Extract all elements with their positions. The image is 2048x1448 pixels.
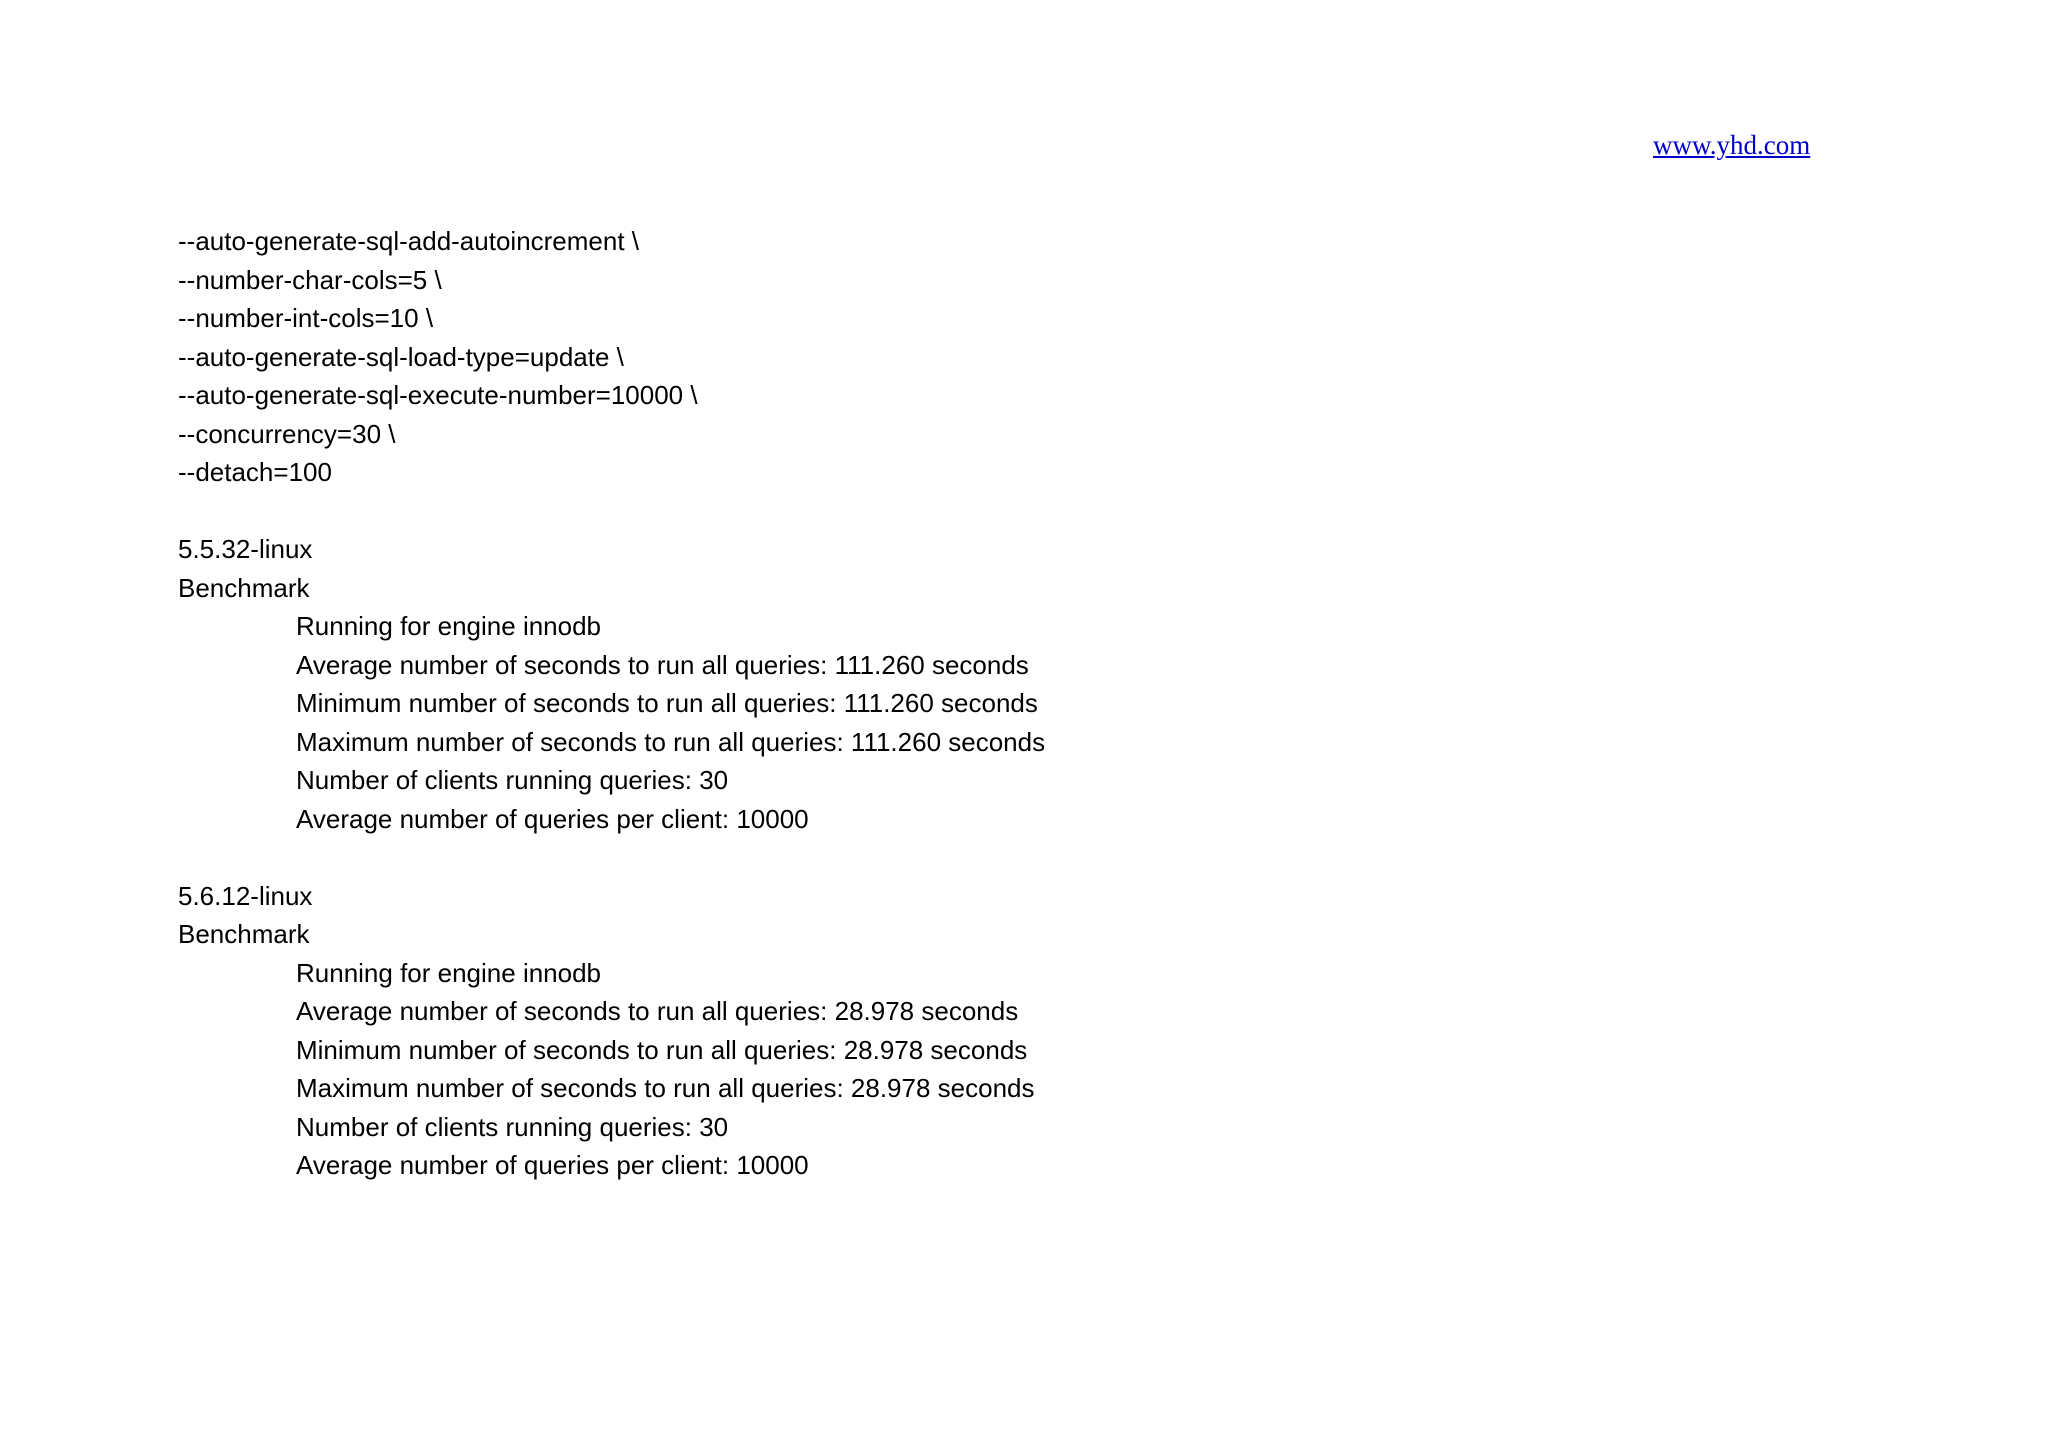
result-line: Running for engine innodb xyxy=(296,611,602,641)
version-label: 5.5.32-linux xyxy=(178,534,313,564)
result-line: Number of clients running queries: 30 xyxy=(296,765,729,795)
benchmark-title: Benchmark xyxy=(178,919,310,949)
option-line: --auto-generate-sql-execute-number=10000 \ xyxy=(178,380,698,410)
benchmark-result-block xyxy=(178,530,1045,838)
benchmark-title: Benchmark xyxy=(178,572,310,603)
result-line: Minimum number of seconds to run all queries: 111.260 seconds xyxy=(296,688,1038,718)
result-line: Average number of queries per client: 10000 xyxy=(296,803,809,834)
option-line: --number-char-cols=5 \ xyxy=(178,264,442,295)
result-line: Average number of queries per client: 10000 xyxy=(296,1150,809,1180)
option-line: --number-int-cols=10 \ xyxy=(178,303,434,333)
command-options xyxy=(178,222,1045,492)
option-line: --auto-generate-sql-load-type=update \ xyxy=(178,341,624,372)
result-line: Average number of seconds to run all queries: 28.978 seconds xyxy=(296,996,1019,1026)
document-body xyxy=(178,222,1045,1185)
result-line: Running for engine innodb xyxy=(296,957,602,988)
result-line: Maximum number of seconds to run all queries: 28.978 seconds xyxy=(296,1073,1035,1103)
option-line: --auto-generate-sql-add-autoincrement \ xyxy=(178,226,640,256)
result-line: Maximum number of seconds to run all queries: 111.260 seconds xyxy=(296,726,1046,757)
benchmark-result-block xyxy=(178,877,1045,1185)
option-line: --detach=100 xyxy=(178,457,332,487)
result-line: Minimum number of seconds to run all queries: 28.978 seconds xyxy=(296,1034,1028,1065)
header-link[interactable]: www.yhd.com xyxy=(1653,130,1811,160)
version-label: 5.6.12-linux xyxy=(178,880,313,911)
spacer xyxy=(178,492,1045,531)
spacer xyxy=(178,838,1045,877)
result-line: Average number of seconds to run all queries: 111.260 seconds xyxy=(296,649,1029,680)
result-line: Number of clients running queries: 30 xyxy=(296,1111,729,1142)
option-line: --concurrency=30 \ xyxy=(178,418,396,449)
